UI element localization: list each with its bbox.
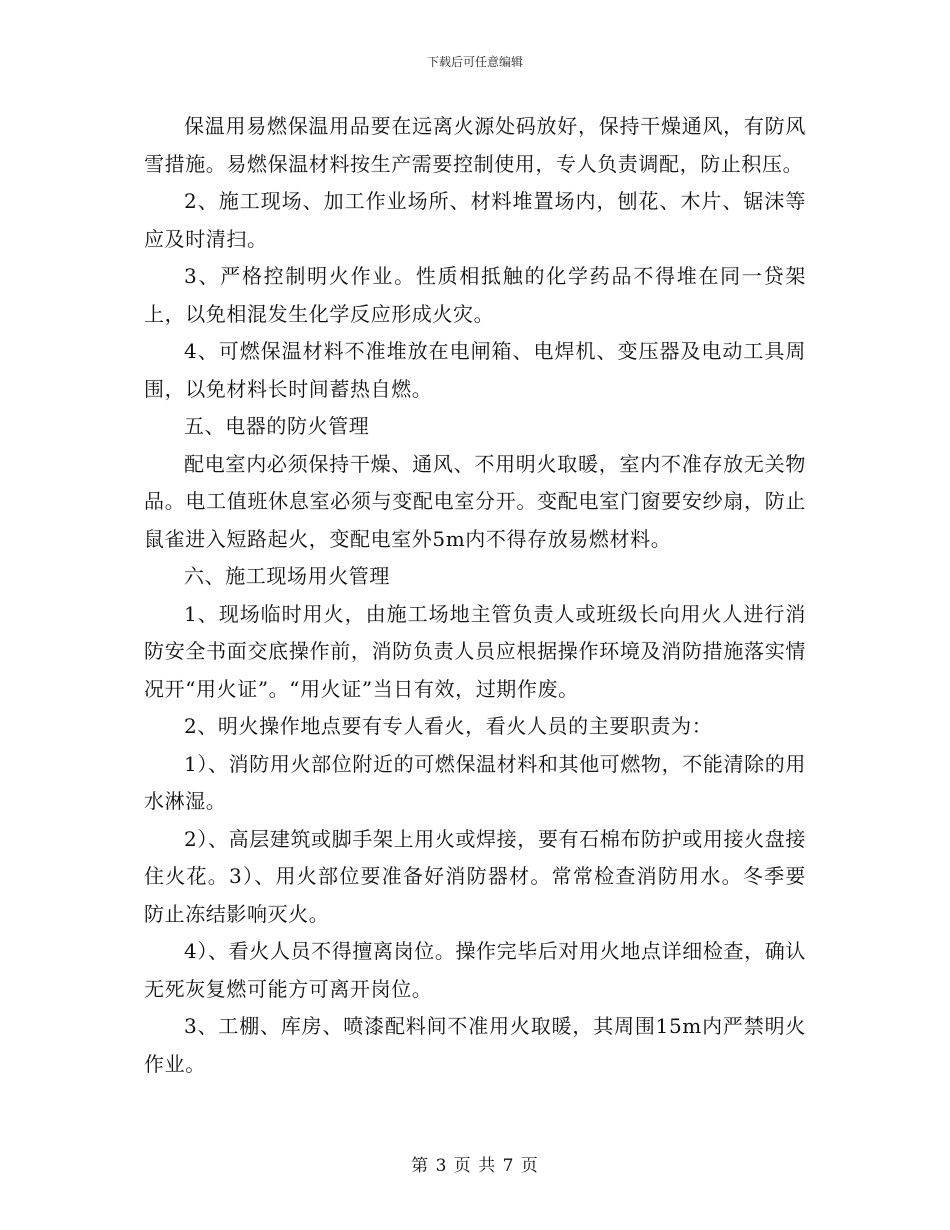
- page-number: 第 3 页 共 7 页: [411, 1156, 539, 1176]
- section-heading-electrical: 五、电器的防火管理: [184, 414, 370, 438]
- paragraph-open-fire-control: 3、严格控制明火作业。性质相抵触的化学药品不得堆在同一贷架上，以免相混发生化学反应形成火灾。: [144, 264, 806, 326]
- paragraph-fire-permit: 1、现场临时用火，由施工场地主管负责人或班级长向用火人进行消防安全书面交底操作前，消防负责人员应根据操作环境及消防措施落实情况开“用火证”。“用火证”当日有效，过期作废。: [144, 601, 806, 701]
- page-header: 下载后可任意编辑: [426, 55, 523, 69]
- paragraph-sheds-warehouses: 3、工棚、库房、喷漆配料间不准用火取暖，其周围15m内严禁明火作业。: [144, 1014, 806, 1076]
- section-heading-fire-use: 六、施工现场用火管理: [184, 564, 390, 588]
- paragraph-watch-duty-1: 1）、消防用火部位附近的可燃保温材料和其他可燃物，不能清除的用水淋湿。: [144, 751, 806, 813]
- paragraph-insulation-storage: 保温用易燃保温用品要在远离火源处码放好，保持干燥通风，有防风雪措施。易燃保温材料按生产需要控制使用，专人负责调配，防止积压。: [144, 114, 806, 176]
- document-body: [144, 108, 806, 1083]
- paragraph-fire-watch: 2、明火操作地点要有专人看火，看火人员的主要职责为：: [184, 714, 713, 738]
- paragraph-watch-duty-2-3: 2）、高层建筑或脚手架上用火或焊接，要有石棉布防护或用接火盘接住火花。3）、用火部位要准备好消防器材。常常检查消防用水。冬季要防止冻结影响灭火。: [144, 826, 806, 926]
- paragraph-combustible-storage: 4、可燃保温材料不准堆放在电闸箱、电焊机、变压器及电动工具周围，以免材料长时间蓄热自燃。: [144, 339, 806, 401]
- paragraph-cleanup: 2、施工现场、加工作业场所、材料堆置场内，刨花、木片、锯沫等应及时清扫。: [144, 189, 806, 251]
- paragraph-watch-duty-4: 4）、看火人员不得擅离岗位。操作完毕后对用火地点详细检查，确认无死灰复燃可能方可离开岗位。: [144, 939, 806, 1001]
- paragraph-distribution-room: 配电室内必须保持干燥、通风、不用明火取暖，室内不准存放无关物品。电工值班休息室必须与变配电室分开。变配电室门窗要安纱扇，防止鼠雀进入短路起火，变配电室外5m内不得存放易燃材料。: [144, 451, 806, 551]
